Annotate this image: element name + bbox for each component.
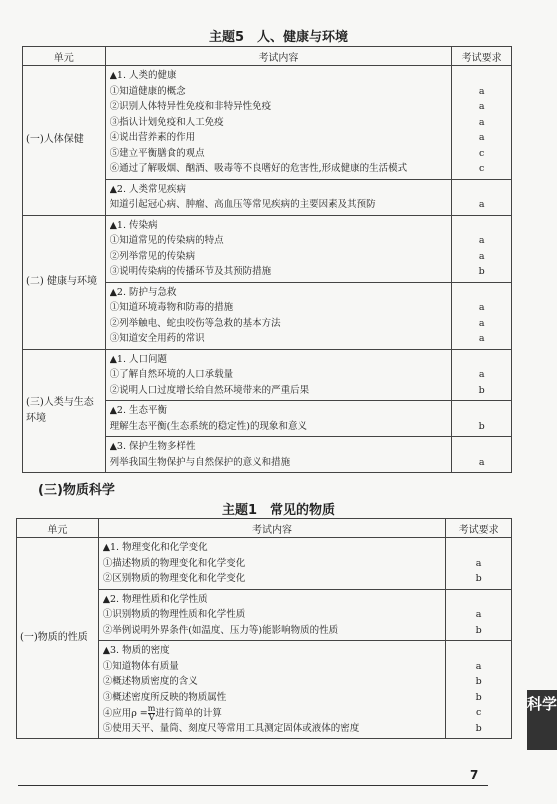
- content-cell: [105, 437, 452, 473]
- content-cell: [98, 589, 446, 641]
- requirement-level: [456, 439, 507, 455]
- requirement-level: a: [475, 609, 482, 620]
- content-line: ①描述物质的物理变化和化学变化: [102, 557, 246, 569]
- content-line: ③知道安全用药的常识: [109, 333, 205, 344]
- unit-name: (二) 健康与环境: [23, 215, 106, 349]
- requirement-level: b: [475, 624, 482, 636]
- requirement-level: c: [478, 163, 485, 174]
- header-req: 考试要求: [446, 519, 512, 538]
- content-line: ②概述物质密度的含义: [102, 676, 198, 687]
- topic-heading: ▲2. 防护与急救: [109, 286, 177, 298]
- header-unit: 单元: [17, 519, 99, 538]
- requirement-level: c: [478, 147, 485, 159]
- side-tab: [527, 690, 557, 750]
- requirement-level: a: [478, 250, 485, 262]
- content-cell: [105, 349, 452, 401]
- content-line: ②列举触电、蛇虫咬伤等急救的基本方法: [109, 317, 281, 329]
- formula-suffix: 进行简单的计算: [155, 708, 222, 719]
- content-line: ③说明传染病的传播环节及其预防措施: [109, 266, 272, 277]
- content-line: ②识别人体特异性免疫和非特异性免疫: [109, 101, 272, 112]
- requirement-level: [456, 403, 507, 419]
- requirement-level: a: [478, 456, 485, 468]
- content-cell: [105, 179, 452, 215]
- header-content: 考试内容: [98, 519, 446, 538]
- table-row: [23, 66, 512, 180]
- requirement-level: a: [478, 235, 485, 246]
- requirement-level: [450, 540, 507, 556]
- content-line: 列举我国生物保护与自然保护的意义和措施: [109, 456, 291, 468]
- content-line: ③概述密度所反映的物质属性: [102, 691, 227, 703]
- content-line: ②区别物质的物理变化和化学变化: [102, 573, 246, 584]
- requirement-level: [456, 352, 507, 368]
- requirement-level: [456, 68, 507, 84]
- requirement-level: a: [478, 302, 485, 313]
- requirement-cell: [452, 215, 512, 282]
- requirement-level: a: [475, 660, 482, 672]
- formula-denominator: V: [148, 713, 155, 721]
- page-number: 7: [470, 768, 479, 782]
- requirement-level: [450, 643, 507, 659]
- side-tab-label: 科学: [527, 695, 557, 713]
- requirement-level: a: [478, 132, 485, 143]
- topic5-title: 主题5 人、健康与环境: [208, 30, 349, 45]
- topic1-table: [16, 518, 512, 739]
- requirement-cell: [452, 437, 512, 473]
- topic-heading: ▲1. 物理变化和化学变化: [102, 542, 208, 553]
- requirement-level: b: [475, 676, 482, 687]
- requirement-level: a: [478, 101, 485, 112]
- topic-heading: ▲3. 物质的密度: [102, 645, 170, 656]
- content-line: ④说出营养素的作用: [109, 132, 196, 143]
- requirement-level: b: [475, 691, 482, 703]
- header-content: 考试内容: [105, 47, 452, 66]
- content-line: ②说明人口过度增长给自然环境带来的严重后果: [109, 384, 310, 396]
- content-line: ②列举常见的传染病: [109, 250, 196, 262]
- topic-heading: ▲1. 人口问题: [109, 353, 167, 365]
- content-line: ①知道环境毒物和防毒的措施: [109, 302, 234, 313]
- content-line: ⑤使用天平、量筒、刻度尺等常用工具测定固体或液体的密度: [102, 722, 360, 734]
- content-line: ②举例说明外界条件(如温度、压力等)能影响物质的性质: [102, 624, 339, 636]
- requirement-cell: [452, 66, 512, 180]
- requirement-level: a: [478, 317, 485, 329]
- topic-heading: ▲2. 生态平衡: [109, 405, 167, 416]
- unit-name: (一)物质的性质: [17, 538, 99, 739]
- formula-numerator: m: [147, 705, 156, 713]
- table-row: [17, 538, 512, 590]
- requirement-level: a: [475, 557, 482, 569]
- formula-prefix: ④应用: [102, 708, 132, 719]
- topic1-title: 主题1 常见的物质: [221, 503, 336, 518]
- content-line: ①识别物质的物理性质和化学性质: [102, 609, 246, 620]
- requirement-level: a: [478, 369, 485, 380]
- content-line: ①知道物体有质量: [102, 660, 179, 672]
- topic-heading: ▲1. 人类的健康: [109, 70, 177, 81]
- requirement-level: a: [478, 333, 485, 344]
- unit-name: (一)人体保健: [23, 66, 106, 216]
- requirement-level: c: [475, 707, 482, 718]
- page-footer-rule: [18, 785, 488, 786]
- topic5-table: [22, 46, 512, 473]
- requirement-cell: [452, 179, 512, 215]
- requirement-level: a: [478, 116, 485, 128]
- content-line: ①知道健康的概念: [109, 85, 186, 97]
- table-row: [23, 349, 512, 401]
- content-line: ①了解自然环境的人口承载量: [109, 369, 234, 380]
- formula-rho: ρ =: [131, 708, 148, 719]
- content-line: ⑥通过了解吸烟、酗酒、吸毒等不良嗜好的危害性,形成健康的生活模式: [109, 163, 408, 174]
- content-line: ⑤建立平衡膳食的观点: [109, 147, 205, 159]
- content-cell: [105, 66, 452, 180]
- requirement-cell: [452, 349, 512, 401]
- content-cell: [105, 282, 452, 349]
- requirement-level: b: [475, 722, 482, 734]
- content-line: ③指认计划免疫和人工免疫: [109, 116, 224, 128]
- requirement-cell: [446, 641, 512, 739]
- requirement-cell: [446, 538, 512, 590]
- header-unit: 单元: [23, 47, 106, 66]
- topic-heading: ▲2. 人类常见疾病: [109, 183, 186, 195]
- unit-name: (三)人类与生态环境: [23, 349, 106, 473]
- topic-heading: ▲2. 物理性质和化学性质: [102, 593, 208, 605]
- requirement-level: [456, 285, 507, 301]
- requirement-cell: [446, 589, 512, 641]
- requirement-level: [450, 592, 507, 608]
- requirement-level: [456, 182, 507, 198]
- requirement-level: b: [478, 266, 485, 277]
- topic-heading: ▲1. 传染病: [109, 219, 158, 231]
- requirement-level: [456, 218, 507, 234]
- content-line: 理解生态平衡(生态系统的稳定性)的现象和意义: [109, 420, 308, 432]
- content-line: [103, 705, 442, 721]
- content-line: ①知道常见的传染病的特点: [109, 235, 224, 246]
- table-row: [23, 215, 512, 282]
- content-line: 知道引起冠心病、肿瘤、高血压等常见疾病的主要因素及其预防: [109, 199, 376, 210]
- content-cell: [105, 401, 452, 437]
- content-cell: [98, 538, 446, 590]
- section-heading: (三)物质科学: [38, 483, 115, 498]
- requirement-level: b: [478, 384, 485, 396]
- topic-heading: ▲3. 保护生物多样性: [109, 441, 196, 452]
- header-req: 考试要求: [452, 47, 512, 66]
- content-cell: [105, 215, 452, 282]
- content-cell: [98, 641, 446, 739]
- requirement-level: b: [478, 420, 485, 432]
- requirement-level: a: [478, 199, 485, 210]
- requirement-level: a: [478, 85, 485, 97]
- requirement-level: b: [475, 573, 482, 584]
- requirement-cell: [452, 401, 512, 437]
- requirement-cell: [452, 282, 512, 349]
